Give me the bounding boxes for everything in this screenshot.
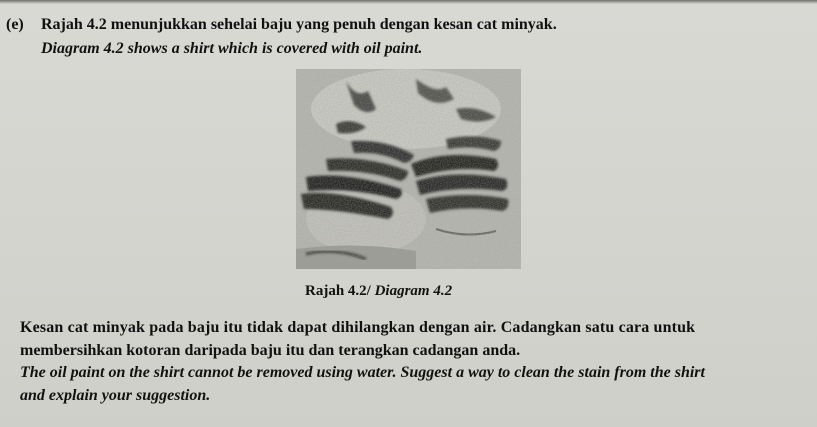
figure-caption [305,283,452,300]
caption-english: Diagram 4.2 [374,283,453,299]
question-english-text: Diagram 4.2 shows a shirt which is covered with oil paint. [41,40,423,57]
caption-malay: Rajah 4.2/ [305,283,371,299]
page-edge-shadow [0,0,817,4]
instruction-english-line-1: The oil paint on the shirt cannot be removed using water. Suggest a way to clean the stain from the shirt [20,364,705,381]
question-label: (e) [6,16,24,33]
question-malay-text: Rajah 4.2 menunjukkan sehelai baju yang penuh dengan kesan cat minyak. [41,16,557,33]
instruction-malay-line-2: membersihkan kotoran daripada baju itu dan terangkan cadangan anda. [20,342,521,359]
instruction-english-line-2: and explain your suggestion. [20,387,211,404]
stained-shirt-photo [296,69,521,269]
stained-shirt-image [296,69,521,269]
instruction-malay-line-1: Kesan cat minyak pada baju itu tidak dapat dihilangkan dengan air. Cadangkan satu cara untuk [20,319,696,336]
